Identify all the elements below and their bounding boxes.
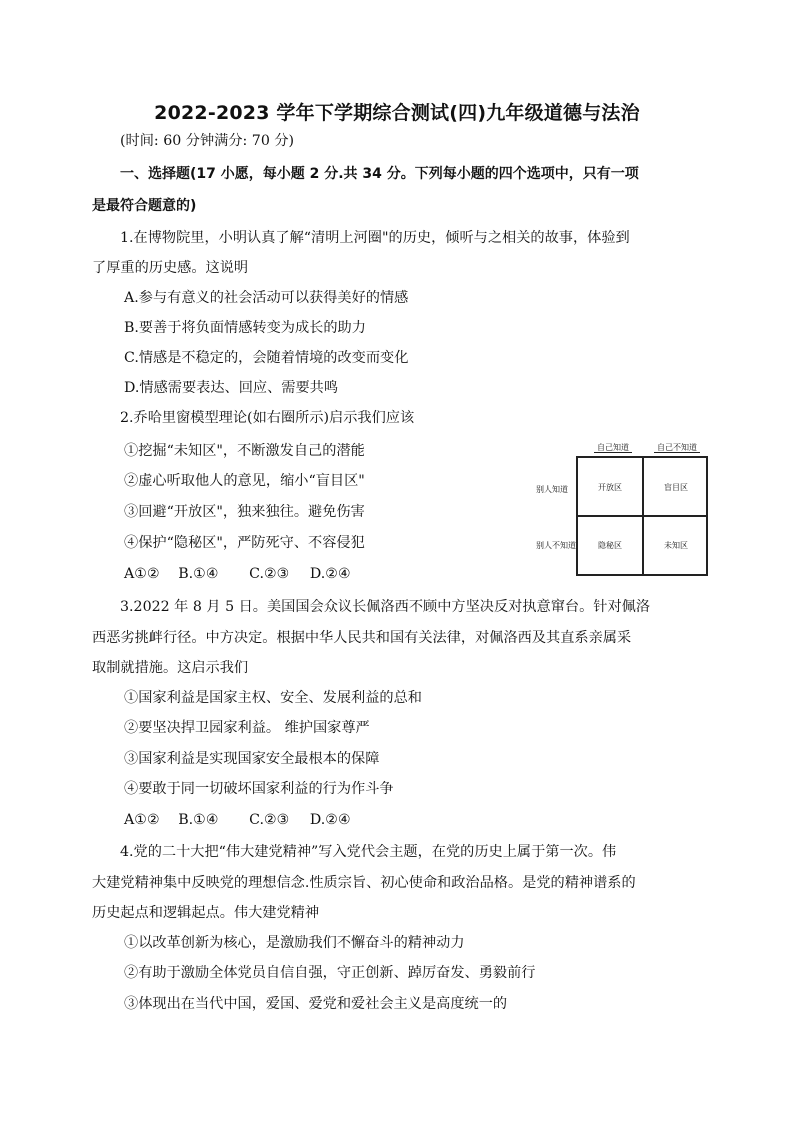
q2-statement-2: ②虚心听取他人的意见，缩小“盲目区" xyxy=(124,473,365,489)
q3-answer-options xyxy=(124,810,351,830)
q4-stem-line1: 4.党的二十大把“伟大建党精神”写入党代会主题，在党的历史上属于第一次。伟 xyxy=(120,844,617,860)
cell-hidden-area: 隐秘区 xyxy=(598,541,622,550)
q3-statement-3: ③国家利益是实现国家安全最根本的保障 xyxy=(124,751,380,767)
time-info: (时间: 60 分钟满分: 70 分) xyxy=(120,133,295,149)
section-heading-line2: 是最符合题意的) xyxy=(92,198,197,214)
figure-row-header-2: 别人不知道 xyxy=(536,541,576,550)
q2-opt-b: B.①④ xyxy=(178,566,219,582)
q3-statement-4: ④要敢于同一切破坏国家利益的行为作斗争 xyxy=(124,781,394,797)
figure-grid xyxy=(576,456,708,576)
johari-window-figure xyxy=(536,442,712,580)
q1-stem-line2: 了厚重的历史感。这说明 xyxy=(92,260,249,276)
cell-open-area: 开放区 xyxy=(598,483,622,492)
q1-option-b: B.要善于将负面情感转变为成长的助力 xyxy=(124,320,366,336)
page-title: 2022-2023 学年下学期综合测试(四)九年级道德与法治 xyxy=(154,102,640,124)
figure-col-header-2: 自己不知道 xyxy=(654,442,700,453)
q2-statement-3: ③回避“开放区"，独来独往。避免伤害 xyxy=(124,504,365,520)
cell-unknown-area: 未知区 xyxy=(664,541,688,550)
q2-opt-c: C.②③ xyxy=(249,566,290,582)
section-heading-line1: 一、选择题(17 小愿，每小题 2 分.共 34 分。下列每小题的四个选项中，只有一项 xyxy=(120,166,639,182)
q4-statement-3: ③体现出在当代中国，爱国、爱党和爱社会主义是高度统一的 xyxy=(124,996,508,1012)
q1-option-c: C.情感是不稳定的，会随着情境的改变而变化 xyxy=(124,350,409,366)
q3-statement-2: ②要坚决捍卫园家利益。 维护国家尊严 xyxy=(124,720,370,736)
q1-stem-line1: 1.在博物院里，小明认真了解“清明上河圈"的历史，倾听与之相关的故事，体验到 xyxy=(120,230,630,246)
q3-opt-a: A①② xyxy=(124,812,160,828)
q3-opt-d: D.②④ xyxy=(309,812,351,828)
q2-opt-a: A①② xyxy=(124,566,160,582)
q4-statement-1: ①以改革创新为核心，是激励我们不懈奋斗的精神动力 xyxy=(124,935,465,951)
q4-stem-line3: 历史起点和逻辑起点。伟大建党精神 xyxy=(92,905,320,921)
q4-statement-2: ②有助于激励全体党员自信自强，守正创新、踔厉奋发、勇毅前行 xyxy=(124,965,536,981)
q3-opt-b: B.①④ xyxy=(178,812,219,828)
q2-answer-options xyxy=(124,564,351,584)
q3-stem-line3: 取制就措施。这启示我们 xyxy=(92,660,249,676)
q2-stem: 2.乔哈里窗模型理论(如右圈所示)启示我们应该 xyxy=(120,410,415,426)
q3-statement-1: ①国家利益是国家主权、安全、发展利益的总和 xyxy=(124,690,422,706)
q2-opt-d: D.②④ xyxy=(309,566,351,582)
q4-stem-line2: 大建党精神集中反映党的理想信念.性质宗旨、初心使命和政治品格。是党的精神谱系的 xyxy=(92,875,636,891)
q3-stem-line2: 西恶劣挑衅行径。中方决定。根据中华人民共和国有关法律，对佩洛西及其直系亲属采 xyxy=(92,630,632,646)
figure-row-header-1: 别人知道 xyxy=(536,485,568,494)
q3-opt-c: C.②③ xyxy=(249,812,290,828)
cell-blind-area: 盲目区 xyxy=(664,483,688,492)
q2-statement-1: ①挖掘“未知区"，不断激发自己的潜能 xyxy=(124,443,365,459)
q3-stem-line1: 3.2022 年 8 月 5 日。美国国会众议长佩洛西不顾中方坚决反对执意窜台。针对佩洛 xyxy=(120,599,651,615)
q1-option-d: D.情感需要表达、回应、需要共鸣 xyxy=(124,380,339,396)
figure-col-header-1: 自己知道 xyxy=(594,442,632,453)
grid-divider-horizontal xyxy=(578,515,706,517)
q2-statement-4: ④保护“隐秘区"，严防死守、不容侵犯 xyxy=(124,535,365,551)
q1-option-a: A.参与有意义的社会活动可以获得美好的情感 xyxy=(124,290,409,306)
